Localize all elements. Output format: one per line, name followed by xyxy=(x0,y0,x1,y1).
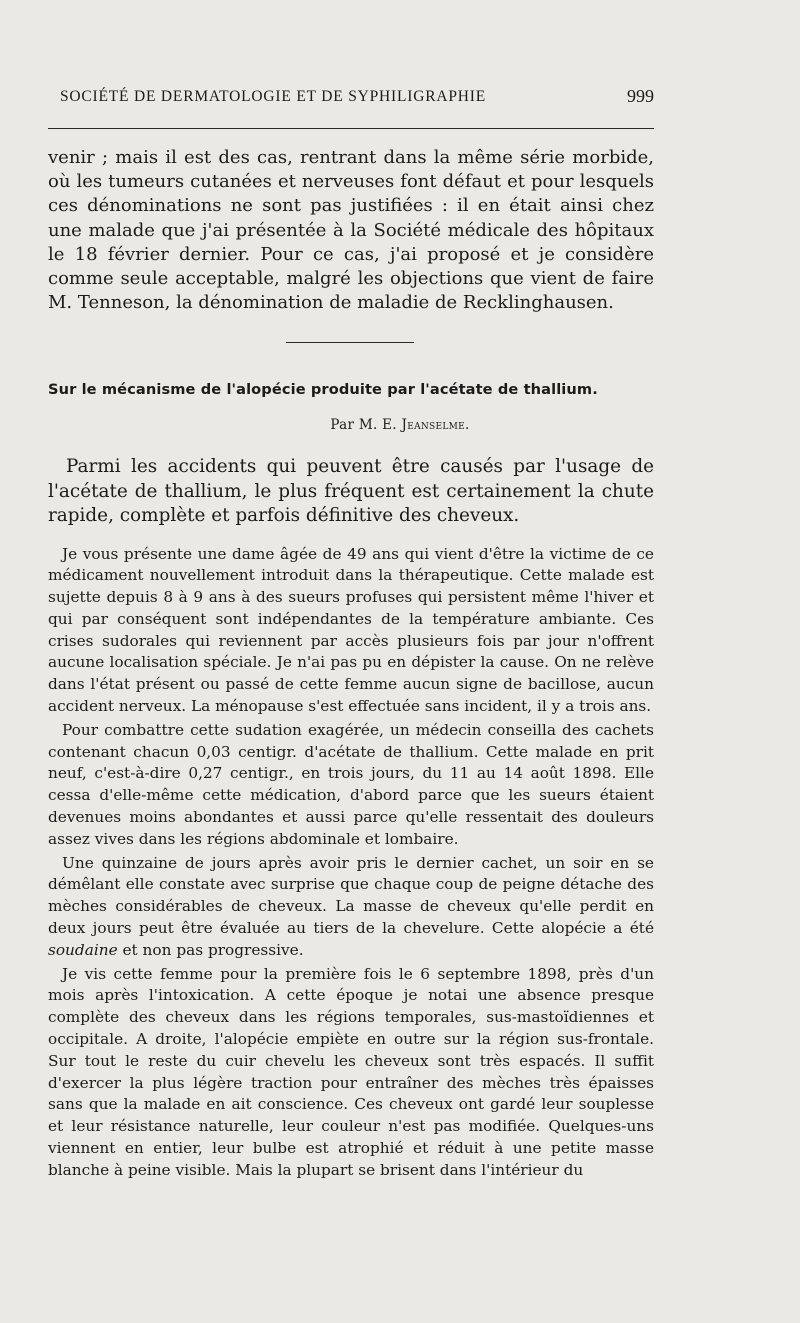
running-title: SOCIÉTÉ DE DERMATOLOGIE ET DE SYPHILIGRAPHIE xyxy=(60,88,486,105)
continuation-paragraph: venir ; mais il est des cas, rentrant dans la même série morbide, où les tumeurs cutanées et nerveuses font défaut et pour lesquels ces dénominations ne sont pas justifiées : il en était ainsi chez une malade que j'ai présentée à la Société médicale des hôpitaux le 18 février dernier. Pour ce cas, j'ai proposé et je considère comme seule acceptable, malgré les objections que vient de faire M. Tenneson, la dénomination de maladie de Recklinghausen. xyxy=(48,147,654,314)
article-title: Sur le mécanisme de l'alopécie produite par l'acétate de thallium. xyxy=(48,381,598,398)
body-paragraph xyxy=(48,853,654,962)
emphasis-text: soudaine xyxy=(48,940,118,959)
byline-prefix: Par M. E. xyxy=(330,417,397,433)
paragraph-text: et non pas progressive. xyxy=(117,940,304,959)
lead-paragraph: Parmi les accidents qui peuvent être causés par l'usage de l'acétate de thallium, le plus fréquent est certainement la chute rapide, complète et parfois définitive des cheveux. xyxy=(48,456,654,526)
paragraph-text: Une quinzaine de jours après avoir pris le dernier cachet, un soir en se démêlant elle constate avec surprise que chaque coup de peigne détache des mèches considérables de cheveux. La masse de cheveux qu'elle perdit en deux jours peut être évaluée au tiers de la chevelure. Cette alopécie a été xyxy=(48,853,654,938)
body-paragraph: Je vis cette femme pour la première fois le 6 septembre 1898, près d'un mois après l'intoxication. A cette époque je notai une absence presque complète des cheveux dans les régions temporales, sus-mastoïdiennes et occipitale. A droite, l'alopécie empiète en outre sur la région sus-frontale. Sur tout le reste du cuir chevelu les cheveux sont très espacés. Il suffit d'exercer la plus légère traction pour entraîner des mèches très épaisses sans que la malade en ait conscience. Ces cheveux ont gardé leur souplesse et leur résistance naturelle, leur couleur n'est pas modifiée. Quelques-uns viennent en entier, leur bulbe est atrophié et réduit à une petite masse blanche à peine visible. Mais la plupart se brisent dans l'intérieur du xyxy=(48,964,654,1179)
body-paragraph: Je vous présente une dame âgée de 49 ans qui vient d'être la victime de ce médicament nouvellement introduit dans la thérapeutique. Cette malade est sujette depuis 8 à 9 ans à des sueurs profuses qui persistent même l'hiver et qui par conséquent sont indépendantes de la température ambiante. Ces crises sudorales qui reviennent par accès plusieurs fois par jour n'offrent aucune localisation spéciale. Je n'ai pas pu en dépister la cause. On ne relève dans l'état présent ou passé de cette femme aucun signe de bacillose, aucun accident nerveux. La ménopause s'est effectuée sans incident, il y a trois ans. xyxy=(48,544,654,716)
article-body xyxy=(48,455,654,1182)
section-divider xyxy=(286,342,414,343)
header-rule xyxy=(48,128,654,129)
page-number: 999 xyxy=(627,86,654,106)
byline-author: Jeanselme. xyxy=(401,417,470,433)
byline xyxy=(0,417,800,433)
body-paragraph: Pour combattre cette sudation exagérée, un médecin conseilla des cachets contenant chacun 0,03 centigr. d'acétate de thallium. Cette malade en prit neuf, c'est-à-dire 0,27 centigr., en trois jours, du 11 au 14 août 1898. Elle cessa d'elle-même cette médication, d'abord parce que les sueurs étaient devenues moins abondantes et aussi parce qu'elle ressentait des douleurs assez vives dans les régions abdominale et lombaire. xyxy=(48,720,654,848)
